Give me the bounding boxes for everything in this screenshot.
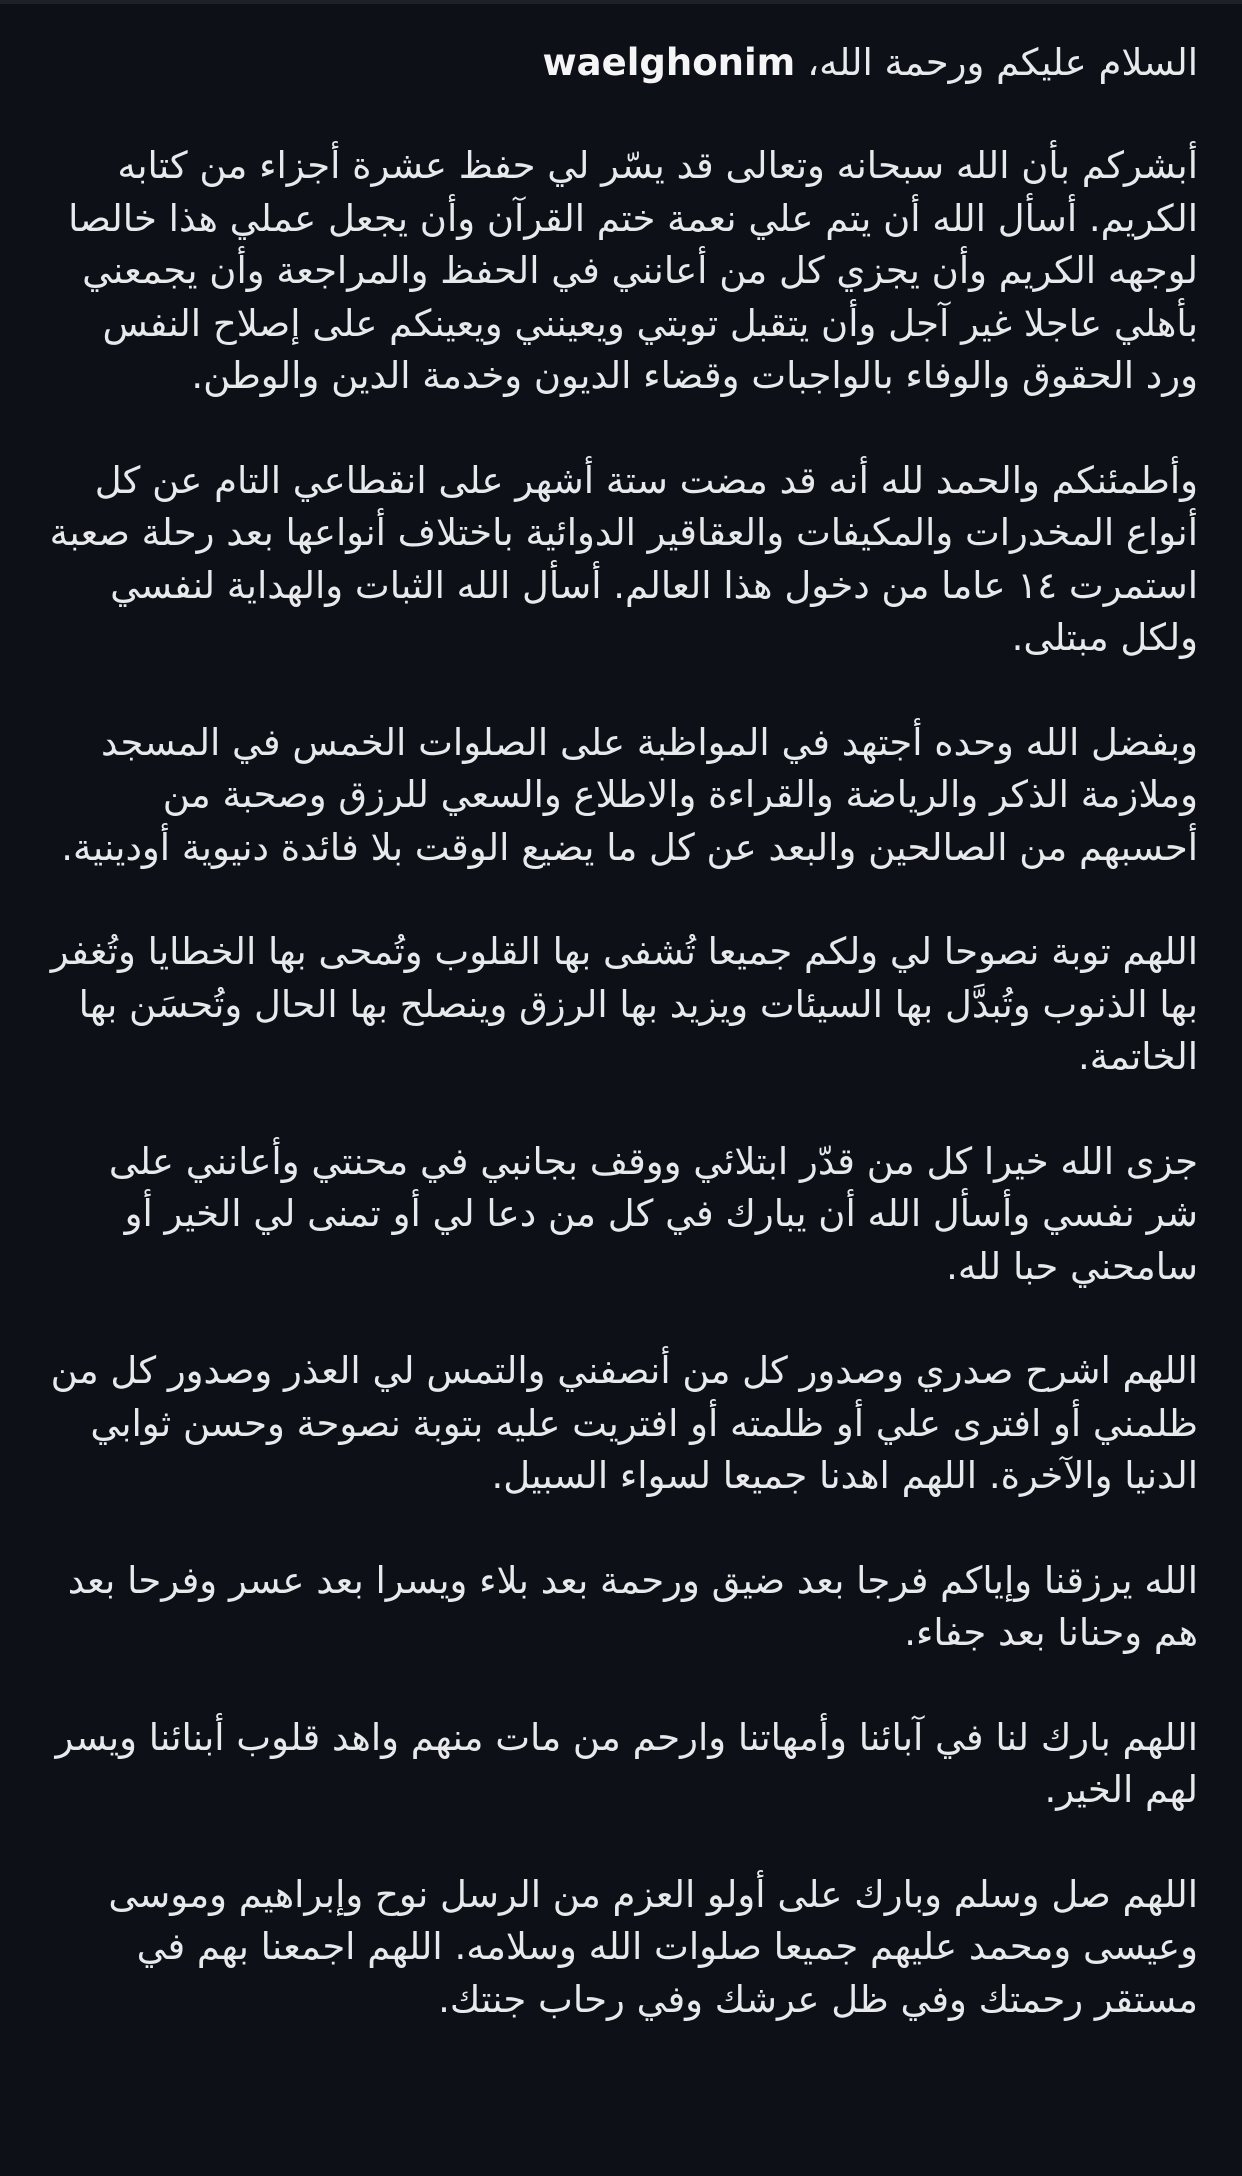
caption-first-line xyxy=(48,38,1198,88)
username-link[interactable]: waelghonim xyxy=(542,41,796,84)
caption-paragraph: اللهم بارك لنا في آبائنا وأمهاتنا وارحم من مات منهم واهد قلوب أبنائنا ويسر لهم الخير. xyxy=(55,1715,1198,1811)
caption-paragraph: أبشركم بأن الله سبحانه وتعالى قد يسّر لي حفظ عشرة أجزاء من كتابه الكريم. أسأل الله أن يتم علي نعمة ختم القرآن وأن يجعل عملي هذا خالصا لوجهه الكريم وأن يجزي كل من أعانني في الحفظ والمراجعة وأن يجمعني بأهلي عاجلا غير آجل وأن يتقبل توبتي ويعينني ويعينكم على إصلاح النفس ورد الحقوق والوفاء بالواجبات وقضاء الديون وخدمة الدين والوطن. xyxy=(68,144,1198,397)
caption-paragraph: اللهم اشرح صدري وصدور كل من أنصفني والتمس لي العذر وصدور كل من ظلمني أو افترى علي أو ظلمته أو افتريت عليه بتوبة نصوحة وحسن ثوابي الدنيا والآخرة. اللهم اهدنا جميعا لسواء السبيل. xyxy=(50,1349,1198,1497)
caption-paragraph: الله يرزقنا وإياكم فرجا بعد ضيق ورحمة بعد بلاء ويسرا بعد عسر وفرحا بعد هم وحنانا بعد جفاء. xyxy=(67,1558,1198,1654)
greeting-text: السلام عليكم ورحمة الله، xyxy=(807,41,1198,84)
caption-paragraph: جزى الله خيرا كل من قدّر ابتلائي ووقف بجانبي في محنتي وأعانني على شر نفسي وأسأل الله أن يبارك في كل من دعا لي أو تمنى لي الخير أو سامحني حبا لله. xyxy=(108,1139,1198,1288)
caption-paragraph: وأطمئنكم والحمد لله أنه قد مضت ستة أشهر على انقطاعي التام عن كل أنواع المخدرات والمكيفات والعقاقير الدوائية باختلاف أنواعها بعد رحلة صعبة استمرت ١٤ عاما من دخول هذا العالم. أسأل الله الثبات والهداية لنفسي ولكل مبتلى. xyxy=(49,458,1198,659)
caption-paragraph: اللهم توبة نصوحا لي ولكم جميعا تُشفى بها القلوب وتُمحى بها الخطايا وتُغفر بها الذنوب وتُبدَّل بها السيئات ويزيد بها الرزق وينصلح بها الحال وتُحسَن بها الخاتمة. xyxy=(50,930,1198,1078)
top-divider xyxy=(0,0,1242,4)
caption-paragraph: وبفضل الله وحده أجتهد في المواظبة على الصلوات الخمس في المسجد وملازمة الذكر والرياضة والقراءة والاطلاع والسعي للرزق وصحبة من أحسبهم من الصالحين والبعد عن كل ما يضيع الوقت بلا فائدة دنيوية أودينية. xyxy=(61,720,1198,869)
caption-paragraph: اللهم صل وسلم وبارك على أولو العزم من الرسل نوح وإبراهيم وموسى وعيسى ومحمد عليهم جميعا صلوات الله وسلامه. اللهم اجمعنا بهم في مستقر رحمتك وفي ظل عرشك وفي رحاب جنتك. xyxy=(108,1872,1198,2021)
post-caption xyxy=(48,38,1198,2078)
